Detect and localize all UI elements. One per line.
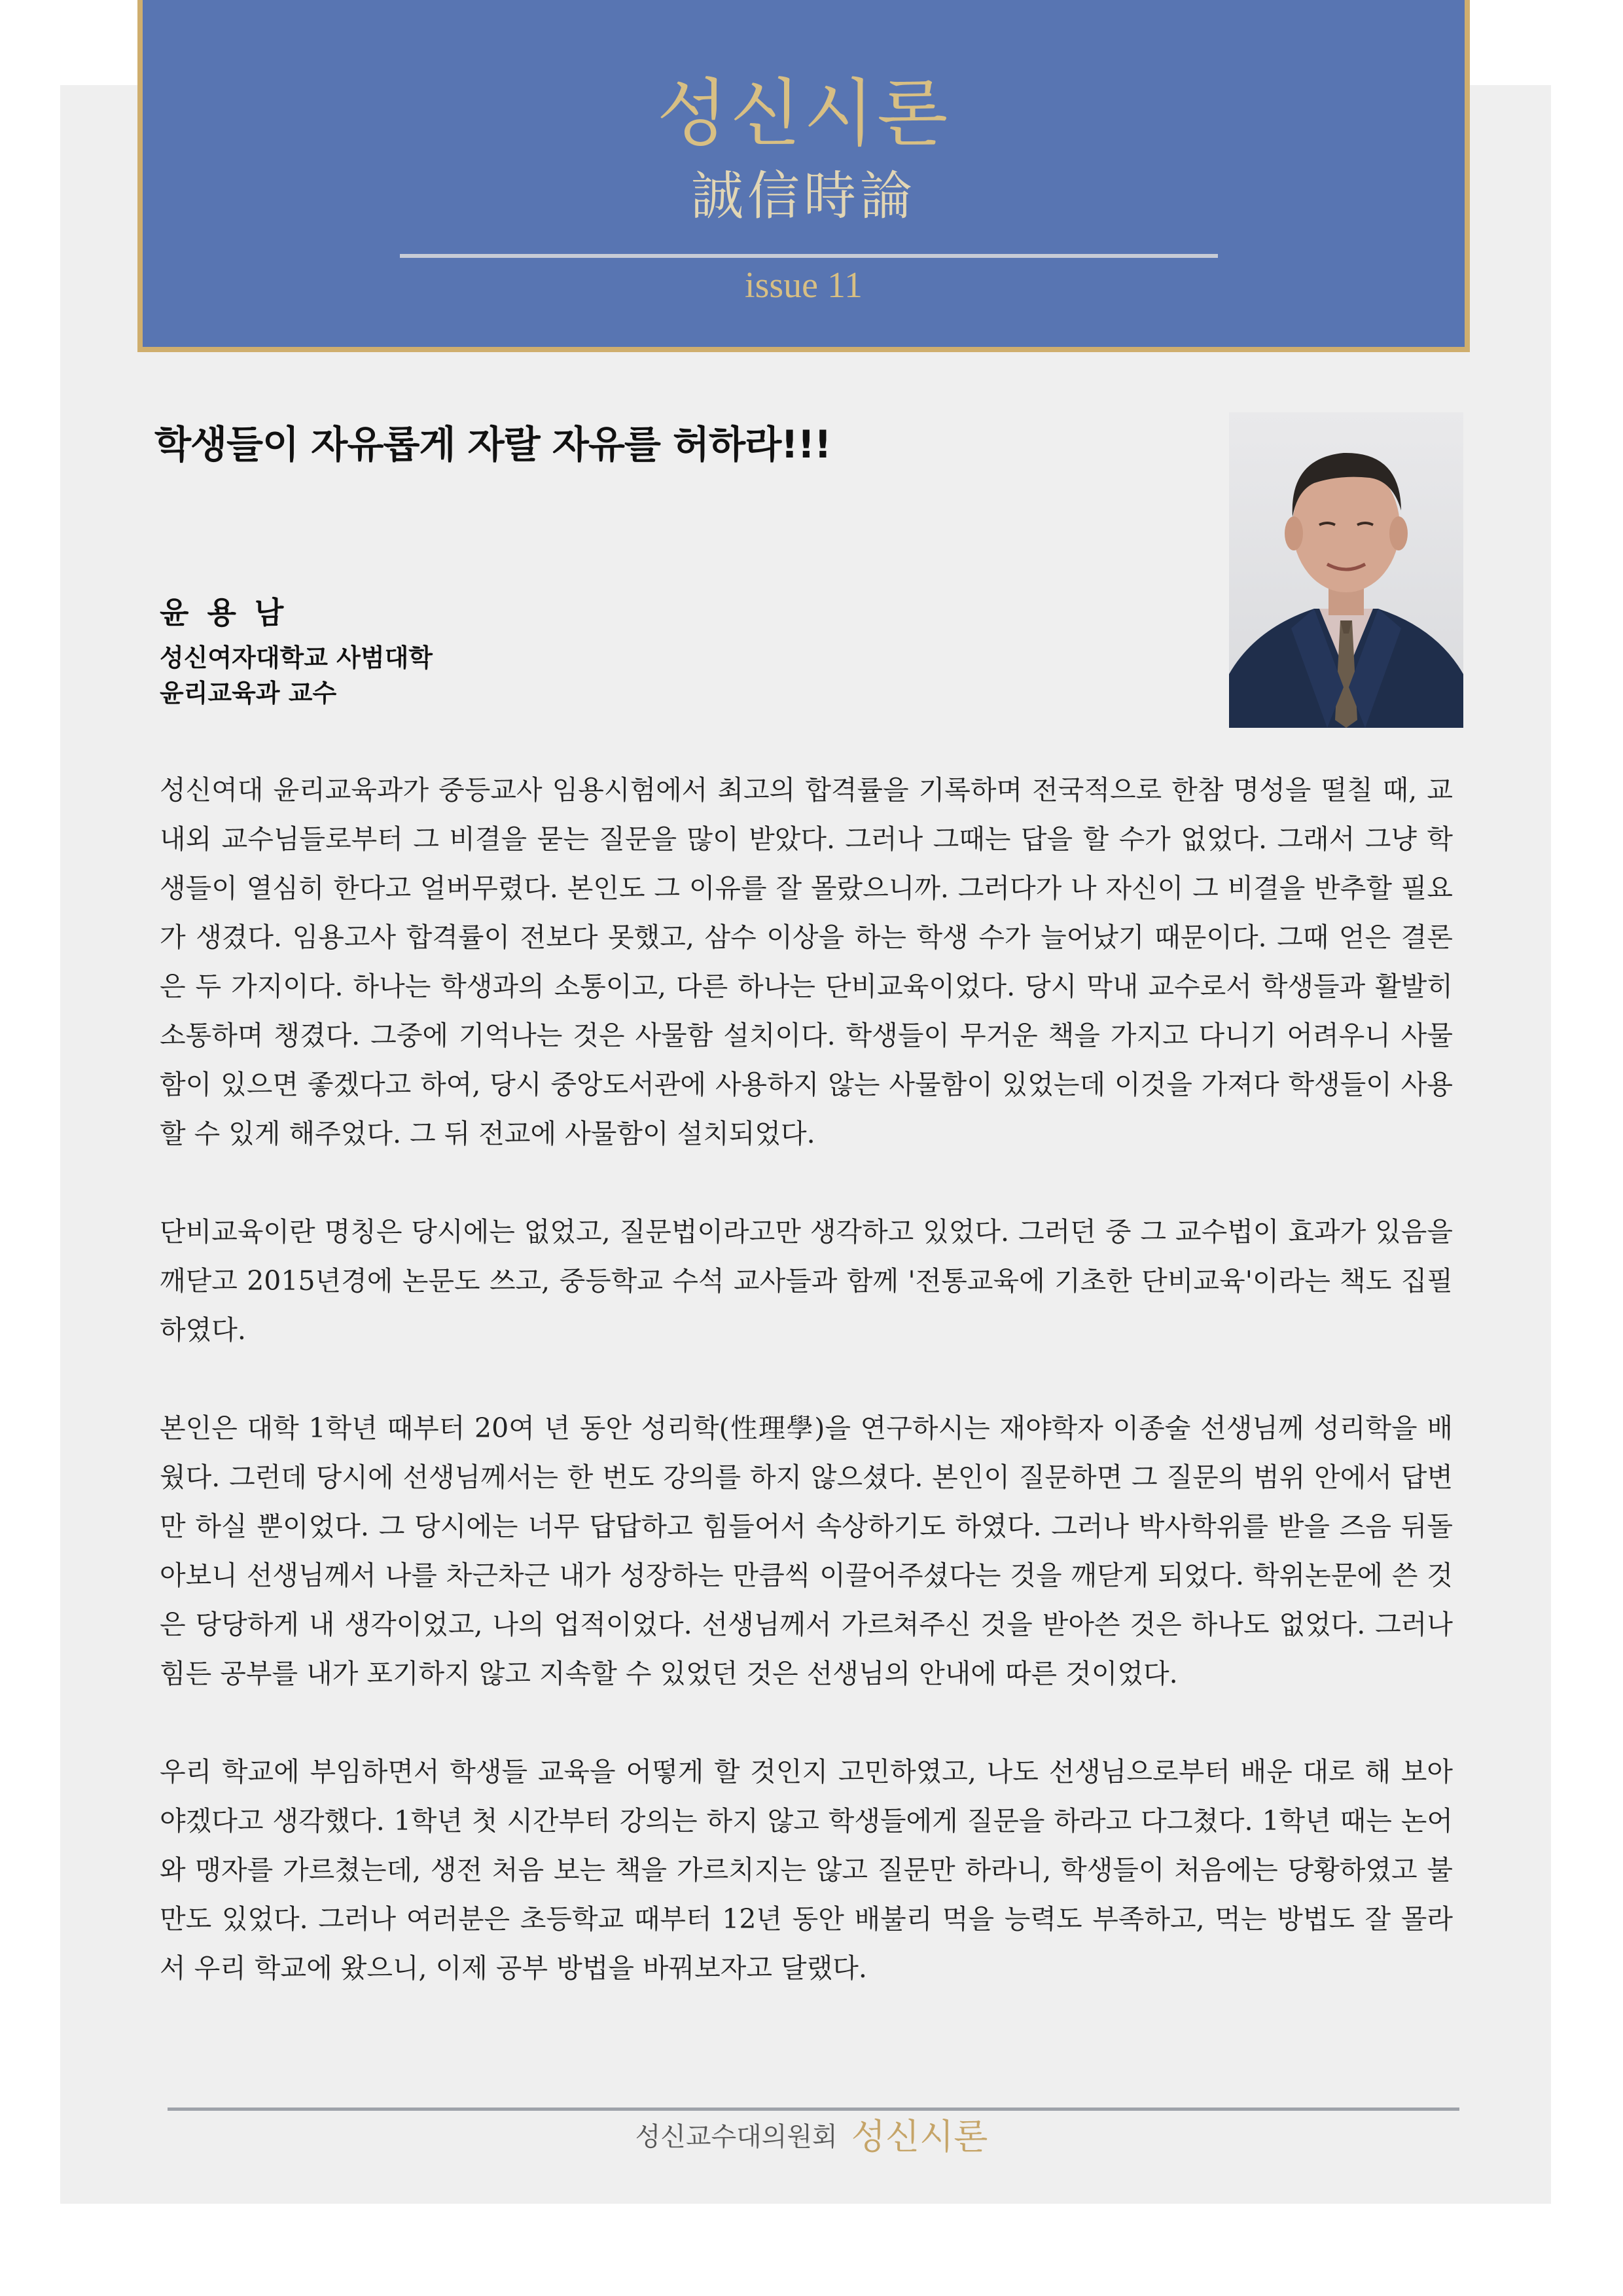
issue-number: issue 11 — [745, 265, 863, 306]
footer-divider — [168, 2108, 1459, 2111]
article-paragraph: 본인은 대학 1학년 때부터 20여 년 동안 성리학(性理學)을 연구하시는 재야학자 이종술 선생님께 성리학을 배웠다. 그런데 당시에 선생님께서는 한 번도 강의를 하지 않으셨다. 본인이 질문하면 그 질문의 범위 안에서 답변만 하실 뿐이었다. 그 당시에는 너무 답답하고 힘들어서 속상하기도 하였다. 그러나 박사학위를 받을 즈음 뒤돌아보니 선생님께서 나를 차근차근 내가 성장하는 만큼씩 이끌어주셨다는 것을 깨닫게 되었다. 학위논문에 쓴 것은 당당하게 내 생각이었고, 나의 업적이었다. 선생님께서 가르쳐주신 것을 받아쓴 것은 하나도 없었다. 그러나 힘든 공부를 내가 포기하지 않고 지속할 수 있었던 것은 선생님의 안내에 따른 것이었다. — [160, 1412, 1453, 1689]
author-photo — [1229, 412, 1463, 728]
footer-publication-title: 성신시론 — [851, 2116, 988, 2157]
footer-organization: 성신교수대의원회 — [635, 2122, 838, 2152]
masthead-hanja: 誠信時論 — [691, 166, 916, 226]
article-body — [160, 766, 1453, 2042]
author-affiliation-college: 성신여자대학교 사범대학 — [160, 643, 433, 672]
article-headline: 학생들이 자유롭게 자랄 자유를 허하라!!! — [154, 422, 831, 467]
article-paragraph: 우리 학교에 부임하면서 학생들 교육을 어떻게 할 것인지 고민하였고, 나도 선생님으로부터 배운 대로 해 보아야겠다고 생각했다. 1학년 첫 시간부터 강의는 하지 않고 학생들에게 질문을 하라고 다그쳤다. 1학년 때는 논어와 맹자를 가르쳤는데, 생전 처음 보는 책을 가르치지는 않고 질문만 하라니, 학생들이 처음에는 당황하였고 불만도 있었다. 그러나 여러분은 초등학교 때부터 12년 동안 배불리 먹을 능력도 부족하고, 먹는 방법도 잘 몰라서 우리 학교에 왔으니, 이제 공부 방법을 바꿔보자고 달랬다. — [160, 1756, 1453, 1984]
article-paragraph: 단비교육이란 명칭은 당시에는 없었고, 질문법이라고만 생각하고 있었다. 그러던 중 그 교수법이 효과가 있음을 깨닫고 2015년경에 논문도 쓰고, 중등학교 수석 교사들과 함께 '전통교육에 기초한 단비교육'이라는 책도 집필하였다. — [160, 1216, 1453, 1346]
masthead-title: 성신시론 — [656, 71, 951, 156]
article-paragraph: 성신여대 윤리교육과가 중등교사 임용시험에서 최고의 합격률을 기록하며 전국적으로 한참 명성을 떨칠 때, 교내외 교수님들로부터 그 비결을 묻는 질문을 많이 받았다. 그러나 그때는 답을 할 수가 없었다. 그래서 그냥 학생들이 열심히 한다고 얼버무렸다. 본인도 그 이유를 잘 몰랐으니까. 그러다가 나 자신이 그 비결을 반추할 필요가 생겼다. 임용고사 합격률이 전보다 못했고, 삼수 이상을 하는 학생 수가 늘어났기 때문이다. 그때 얻은 결론은 두 가지이다. 하나는 학생과의 소통이고, 다른 하나는 단비교육이었다. 당시 막내 교수로서 학생들과 활발히 소통하며 챙겼다. 그중에 기억나는 것은 사물함 설치이다. 학생들이 무거운 책을 가지고 다니기 어려우니 사물함이 있으면 좋겠다고 하여, 당시 중앙도서관에 사용하지 않는 사물함이 있었는데 이것을 가져다 학생들이 사용할 수 있게 해주었다. 그 뒤 전교에 사물함이 설치되었다. — [160, 774, 1453, 1149]
footer — [0, 2116, 1623, 2157]
author-affiliation-department: 윤리교육과 교수 — [160, 679, 337, 708]
masthead-divider — [400, 254, 1218, 258]
author-name: 윤 용 남 — [160, 595, 288, 630]
masthead — [137, 0, 1470, 352]
